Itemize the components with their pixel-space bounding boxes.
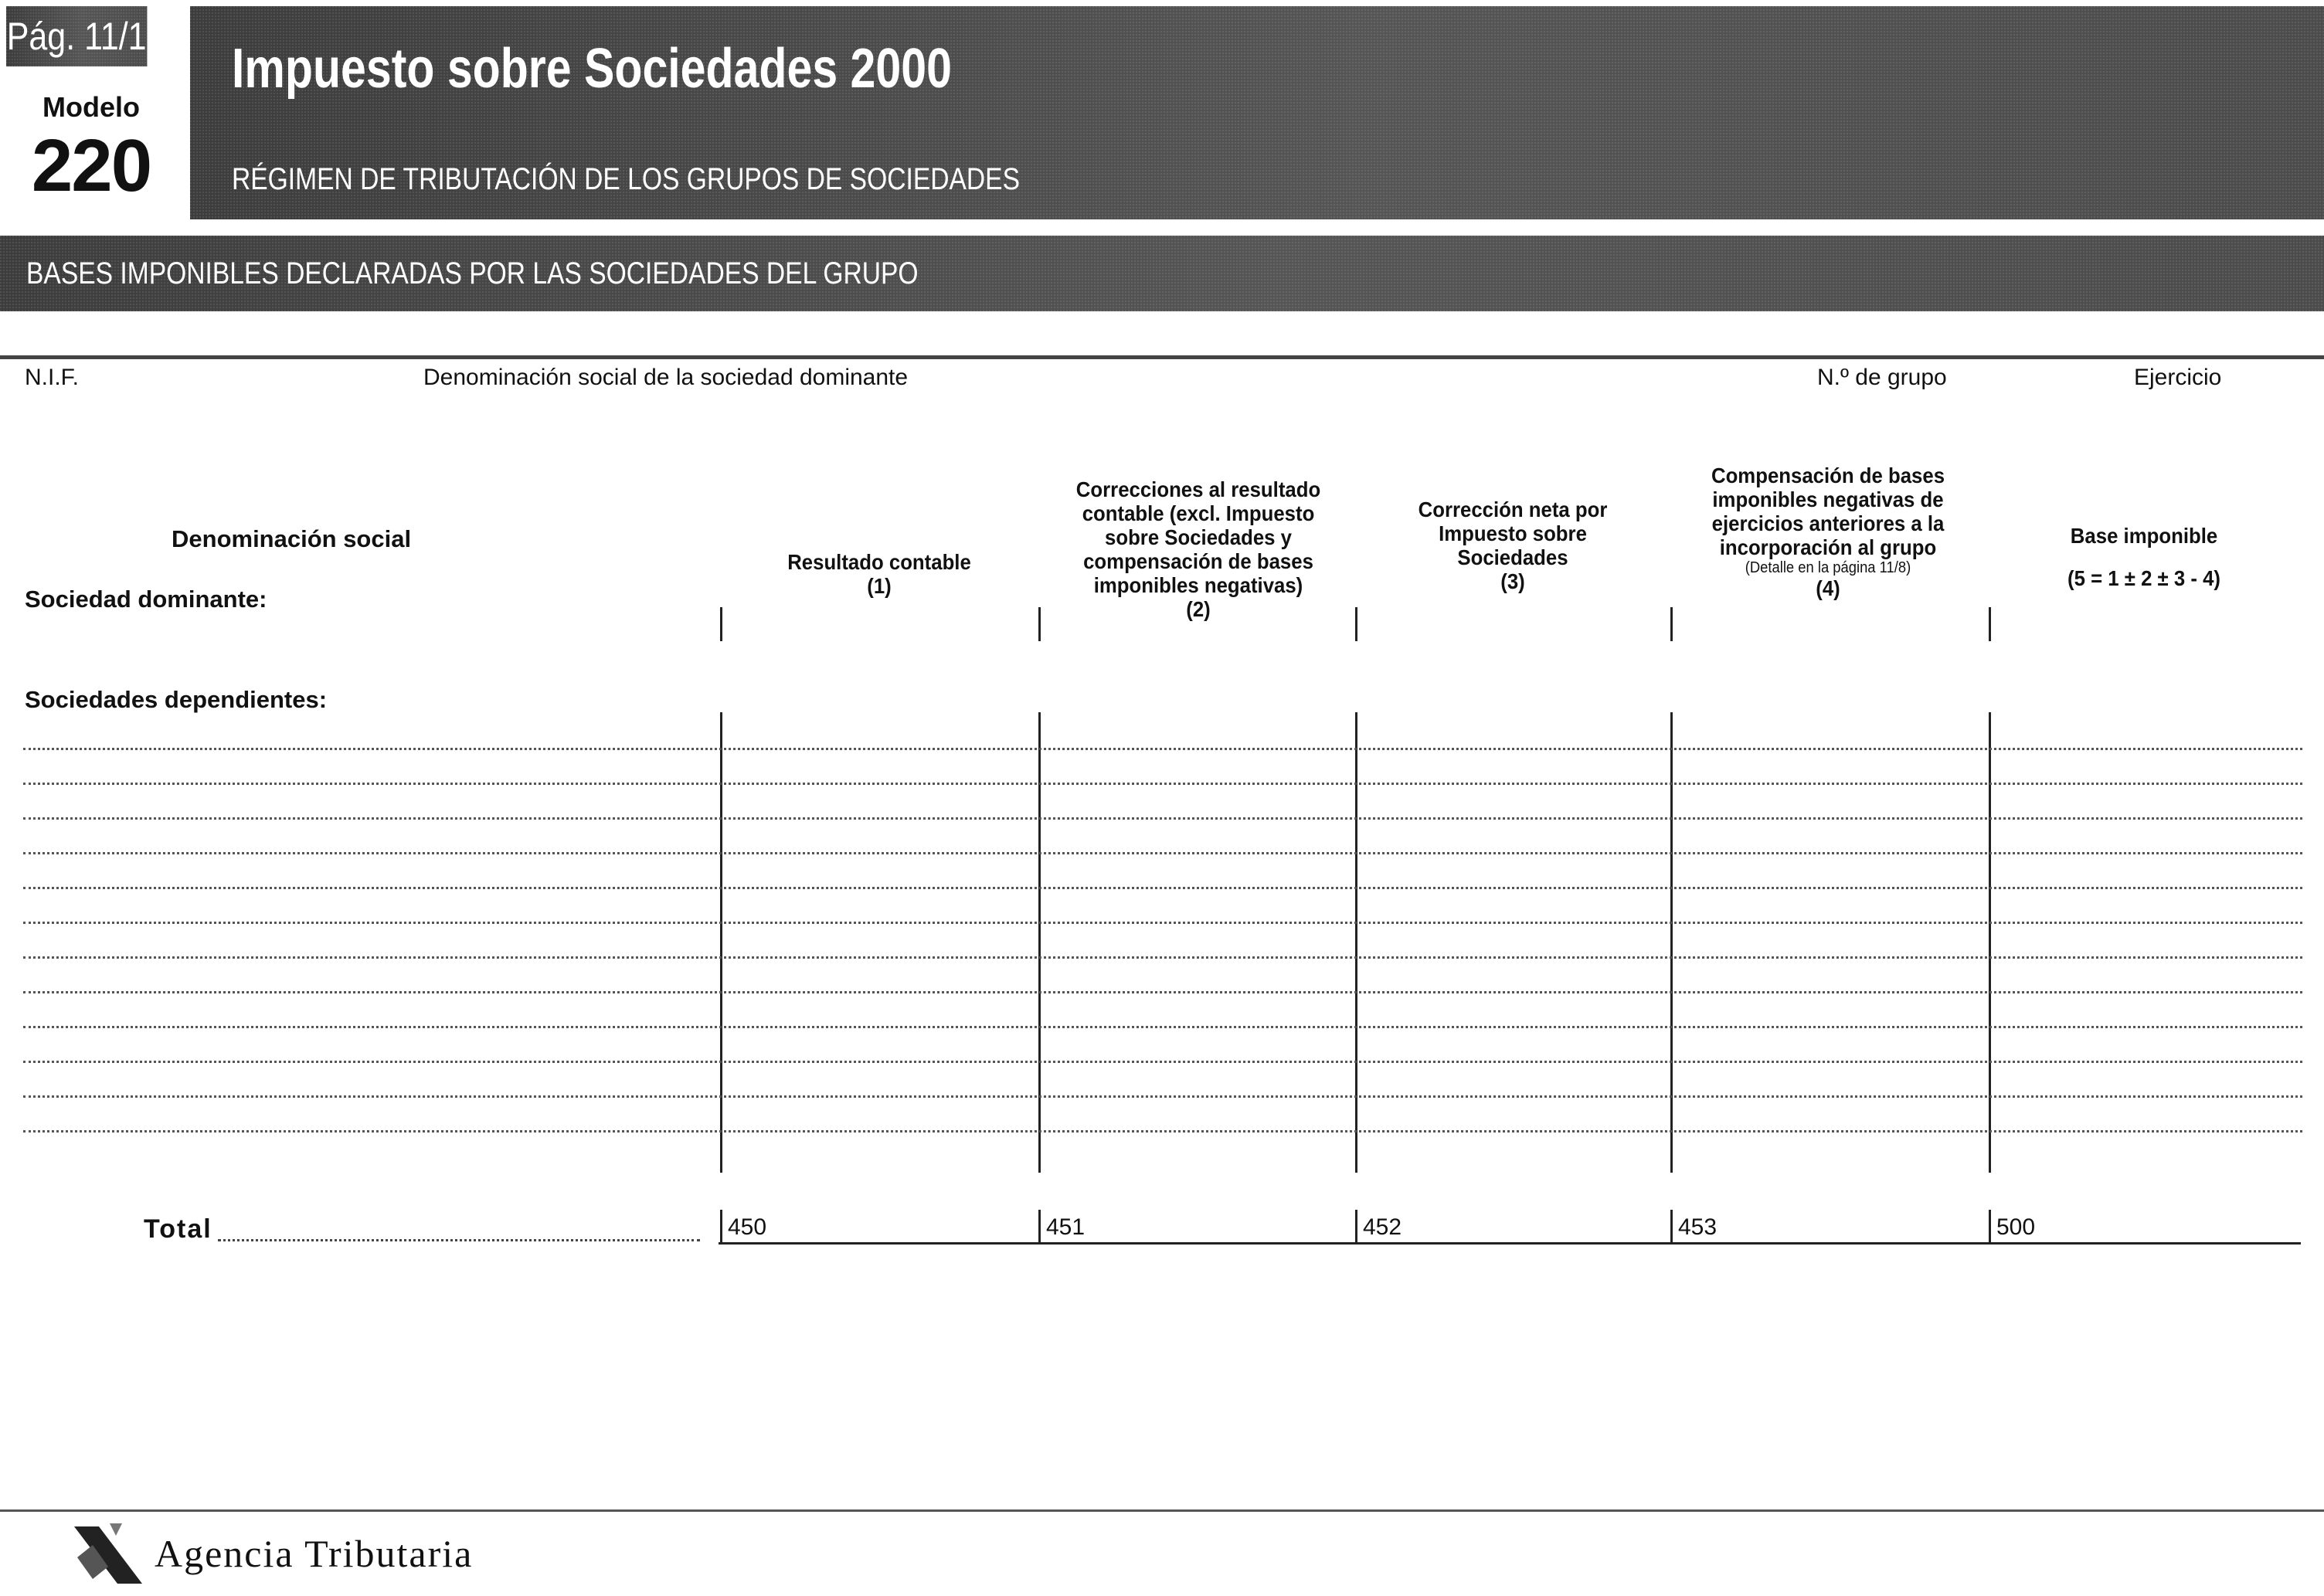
col3-header [1406,497,1619,593]
identification-top-rule [0,355,2324,359]
column-divider-3 [1355,712,1357,1173]
sociedades-dependientes-label: Sociedades dependientes: [25,686,328,713]
col1-header [746,550,1013,598]
agency-name: Agencia Tributaria [155,1532,474,1575]
section-title: BASES IMPONIBLES DECLARADAS POR LAS SOCIEDADES DEL GRUPO [26,256,919,290]
total-box-divider-4 [1670,1210,1673,1244]
dominante-divider-1 [720,607,722,641]
nif-field-label: N.I.F. [25,365,80,390]
total-underline [719,1242,2301,1245]
column-divider-2 [1038,712,1041,1173]
agencia-tributaria-logo-icon [71,1522,145,1587]
sociedad-dominante-label: Sociedad dominante: [25,586,267,613]
col4-header [1693,464,1963,600]
dependiente-row[interactable] [23,817,2302,820]
col2-number: (2) [1186,597,1211,621]
dependiente-row[interactable] [23,783,2302,785]
form-subtitle: RÉGIMEN DE TRIBUTACIÓN DE LOS GRUPOS DE SOCIEDADES [232,162,1020,196]
dependiente-row[interactable] [23,1130,2302,1132]
modelo-label: Modelo [42,91,140,123]
dependiente-row[interactable] [23,887,2302,889]
total-label: Total [144,1214,212,1244]
dominante-divider-5 [1989,607,1991,641]
col1-number: (1) [867,574,892,598]
col5-header [2013,524,2275,590]
total-box-453[interactable]: 453 [1678,1214,1718,1240]
col4-number: (4) [1816,576,1840,600]
total-box-500[interactable]: 500 [1996,1214,2036,1240]
total-box-divider-2 [1038,1210,1041,1244]
dependiente-row[interactable] [23,748,2302,750]
total-box-451[interactable]: 451 [1046,1214,1086,1240]
col2-title: Correcciones al resultado contable (excl. Impuesto sobre Sociedades y compensación de bases imponibles negativas) [1075,477,1321,597]
numero-grupo-field-label: N.º de grupo [1817,365,1947,390]
column-divider-5 [1989,712,1991,1173]
total-leader-dots [218,1239,700,1241]
page-number-tag: Pág. 11/1 [6,6,147,66]
col3-title: Corrección neta por Impuesto sobre Sociedades [1418,497,1608,569]
dependiente-row[interactable] [23,1095,2302,1098]
col2-header [1052,477,1344,621]
dominante-divider-3 [1355,607,1357,641]
modelo-number: 220 [31,124,151,207]
dominante-divider-2 [1038,607,1041,641]
dominante-divider-4 [1670,607,1673,641]
denominacion-dominante-field-label: Denominación social de la sociedad dominante [423,365,909,390]
total-box-450[interactable]: 450 [728,1214,767,1240]
form-title: Impuesto sobre Sociedades 2000 [232,38,952,100]
total-box-divider-3 [1355,1210,1357,1244]
total-box-divider-5 [1989,1210,1991,1244]
dependiente-row[interactable] [23,852,2302,854]
ejercicio-field-label: Ejercicio [2134,365,2222,390]
col1-title: Resultado contable [787,550,971,574]
dependiente-row[interactable] [23,1061,2302,1063]
column-divider-4 [1670,712,1673,1173]
dependiente-row[interactable] [23,991,2302,993]
total-box-divider-1 [720,1210,722,1244]
col4-note: (Detalle en la página 11/8) [1745,559,1911,576]
footer-rule [0,1509,2324,1512]
total-box-452[interactable]: 452 [1363,1214,1402,1240]
col5-title: Base imponible [2070,524,2218,548]
col3-number: (3) [1500,569,1525,593]
denominacion-social-header: Denominación social [172,525,412,552]
col4-title: Compensación de bases imponibles negativas de ejercicios anteriores a la incorporación al grupo [1711,464,1945,559]
dependiente-row[interactable] [23,956,2302,959]
column-divider-1 [720,712,722,1173]
dependiente-row[interactable] [23,1026,2302,1028]
col5-formula: (5 = 1 ± 2 ± 3 - 4) [2067,566,2220,590]
dependiente-row[interactable] [23,922,2302,924]
